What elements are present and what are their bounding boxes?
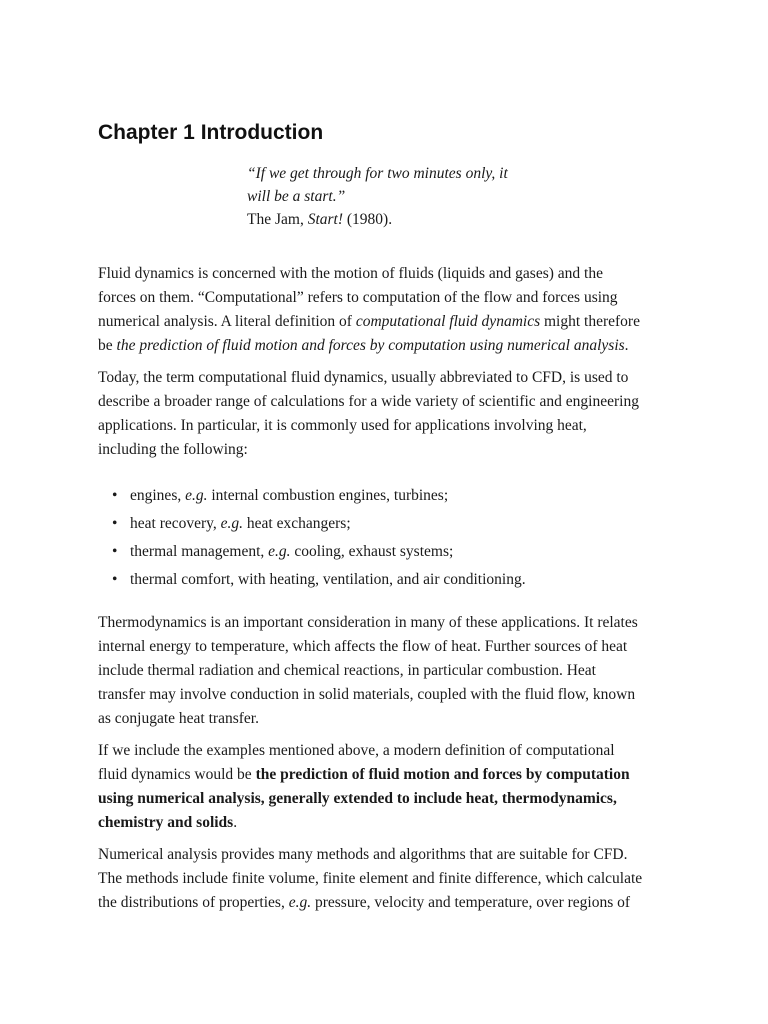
text-line: Today, the term computational fluid dynamics, usually abbreviated to CFD, is used to [98,369,629,386]
text-span: thermal comfort, with heating, ventilation, and air conditioning. [130,571,526,588]
epigraph-quote-line: will be a start.” [247,188,346,205]
text-line: Fluid dynamics is concerned with the motion of fluids (liquids and gases) and the [98,265,603,282]
text-line [98,891,678,915]
text-line: Numerical analysis provides many methods and algorithms that are suitable for CFD. [98,846,628,863]
text-span: thermal management, [130,543,269,560]
epigraph [247,162,547,231]
paragraph-thermodynamics [98,611,678,731]
text-line: as conjugate heat transfer. [98,710,259,727]
epigraph-quote-line: “If we get through for two minutes only, it [247,165,508,182]
text-span: fluid dynamics would be [98,766,256,783]
bullet-icon: • [112,515,118,532]
epigraph-attribution [247,208,547,231]
text-line: transfer may involve conduction in solid materials, coupled with the fluid flow, known [98,686,636,703]
attribution-year: (1980). [343,211,393,228]
bold-definition: chemistry and solids [98,814,234,831]
paragraph-cfd-usage [98,366,678,462]
list-item [98,566,678,594]
applications-list [98,482,678,594]
text-span: numerical analysis. A literal definition of [98,313,356,330]
text-line: internal energy to temperature, which affects the flow of heat. Further sources of heat [98,638,628,655]
list-item [98,538,678,566]
text-line: include thermal radiation and chemical reactions, in particular combustion. Heat [98,662,596,679]
text-span: . [624,337,629,354]
emphasis-term: computational fluid dynamics [355,313,541,330]
emphasis-definition: the prediction of fluid motion and forces by computation using numerical analysis [116,337,625,354]
text-line [98,334,678,358]
text-span: might therefore [540,313,640,330]
text-span: cooling, exhaust systems; [290,543,454,560]
text-line: If we include the examples mentioned above, a modern definition of computational [98,742,615,759]
abbreviation: e.g. [268,543,291,560]
attribution-work-title: Start! [307,211,344,228]
text-line: including the following: [98,441,248,458]
text-span: pressure, velocity and temperature, over regions of [311,894,631,911]
epigraph-quote [247,162,547,208]
attribution-artist: The Jam, [247,211,308,228]
abbreviation: e.g. [220,515,244,532]
paragraph-modern-definition [98,739,678,835]
list-item [98,482,678,510]
text-line: applications. In particular, it is commonly used for applications involving heat, [98,417,587,434]
text-span: internal combustion engines, turbines; [207,487,449,504]
text-span: heat exchangers; [243,515,351,532]
text-span: engines, [130,487,186,504]
list-item [98,510,678,538]
chapter-body [98,262,678,915]
bullet-icon: • [112,571,118,588]
text-line: The methods include finite volume, finite element and finite difference, which calculate [98,870,643,887]
text-line [98,310,678,334]
text-span: the distributions of properties, [98,894,289,911]
text-span: be [98,337,117,354]
text-span: . [233,814,238,831]
paragraph-numerical-analysis [98,843,678,915]
text-line: Thermodynamics is an important consideration in many of these applications. It relates [98,614,638,631]
text-span: heat recovery, [130,515,221,532]
bold-definition: using numerical analysis, generally extended to include heat, thermodynamics, [98,790,617,807]
bullet-icon: • [112,487,118,504]
text-line: describe a broader range of calculations for a wide variety of scientific and engineering [98,393,639,410]
bold-definition: the prediction of fluid motion and forces by computation [255,766,630,783]
bullet-icon: • [112,543,118,560]
text-line [98,763,678,787]
paragraph-fluid-dynamics-definition [98,262,678,358]
chapter-title: Chapter 1 Introduction [98,121,324,144]
abbreviation: e.g. [185,487,208,504]
text-line [98,811,678,835]
abbreviation: e.g. [288,894,312,911]
text-line: forces on them. “Computational” refers to computation of the flow and forces using [98,289,618,306]
